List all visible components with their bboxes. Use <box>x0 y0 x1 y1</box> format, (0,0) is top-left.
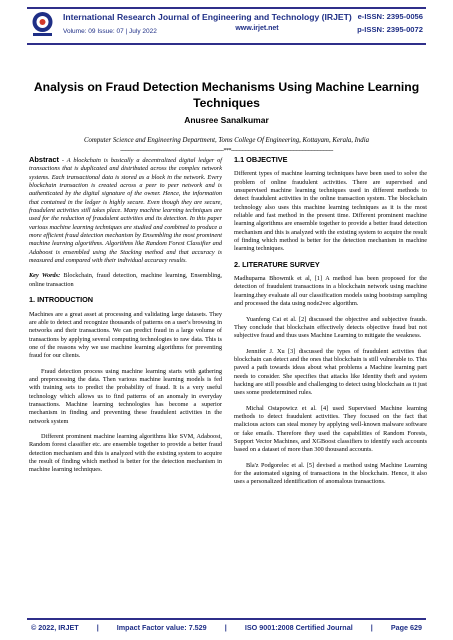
separator-line: ---------------------------------------------------------------------***-------------------------------------------------------------------- <box>120 148 333 154</box>
footer-impact-factor: Impact Factor value: 7.529 <box>116 623 207 632</box>
abstract-label: Abstract <box>29 155 59 164</box>
footer-page-number: Page 629 <box>390 623 422 632</box>
author-affiliation: Computer Science and Engineering Department, Toms College Of Engineering, Kottayam, Kerala, India <box>84 137 369 144</box>
pissn: p-ISSN: 2395-0072 <box>357 25 423 34</box>
header-bottom-rule <box>27 43 426 45</box>
intro-paragraph-3: Different prominent machine learning algorithms like SVM, Adaboost, Random forest classifier etc. are ensemble together to provide a better fraud detection mechanism and this is analyzed with the existing system to acquire the result of finding which method is better for the detection mechanism in machine learning techniques. <box>29 432 222 474</box>
header-top-rule <box>27 7 426 9</box>
paper-title: Analysis on Fraud Detection Mechanisms Using Machine Learning Techniques <box>33 80 420 110</box>
objective-paragraph: Different types of machine learning techniques have been used to solve the problem of online fraudulent activities. There are supervised and unsupervised machine learning techniques used in different methods to detect fraudulent activities in the online transaction system. The blockchain technology also uses this machine learning techniques as it is the most reliable and fast method in the present time. Different prominent machine learning algorithms are ensemble together to provide a better fraud detection mechanism and this is analyzed with the existing system to acquire the result of finding which method is better for the detection mechanism in machine learning techniques. <box>234 170 427 253</box>
literature-survey-heading: 2. LITERATURE SURVEY <box>234 259 320 269</box>
abstract-paragraph <box>29 156 222 265</box>
volume-issue: Volume: 09 Issue: 07 | July 2022 <box>63 28 157 35</box>
survey-paragraph-1: Madhuparna Bhowmik et al, [1] A method has been proposed for the detection of fraudulent transactions in a blockchain network using machine learning.they evaluate all our classification models using bootstrap sampling and processed the data using node2vec algorithm. <box>234 275 427 308</box>
survey-paragraph-4: Michal Ostapowicz et al. [4] used Supervised Machine learning methods to detect fraudulent activities. They focused on the fact that malicious actors can steal money by applying well-known malware software or fake emails. Therefore they used the capabilities of Random Forests, Support Vector Machines, and XGBoost classifiers to identify such accounts based on a dataset of more than 300 thousand accounts. <box>234 404 427 454</box>
intro-paragraph-1: Machines are a great asset at processing and validating large datasets. They are able to detect and recognize thousands of patterns on a user's browsing in networks and their transactions. We can predict fraud in a large volume of transactions by applying several computing technologies to raw data. This is one of the reasons why we use machine learning algorithms for preventing fraud for our clients. <box>29 310 222 360</box>
journal-name: International Research Journal of Engineering and Technology (IRJET) <box>63 12 352 22</box>
introduction-heading: 1. INTRODUCTION <box>29 295 94 305</box>
right-column <box>234 156 427 494</box>
eissn: e-ISSN: 2395-0056 <box>357 12 423 21</box>
intro-paragraph-2: Fraud detection process using machine learning starts with gathering and preprocessing the data. Then various machine learning models is fed with training sets to predict the probability of fraud. It is a very useful technology which allows us to find patterns of an anomaly in everyday transactions. Machine learning technologies has become a superior mechanism in finding and preventing these fraudulent activities in the network system <box>29 367 222 425</box>
keywords-text: Blockchain, fraud detection, machine learning, Ensembling, online transaction <box>29 272 222 288</box>
paper-author: Anusree Sanalkumar <box>184 115 269 125</box>
footer-separator: | <box>96 623 99 632</box>
footer-separator: | <box>370 623 373 632</box>
footer-separator: | <box>224 623 227 632</box>
footer-copyright: © 2022, IRJET <box>31 623 79 632</box>
objective-heading: 1.1 OBJECTIVE <box>234 155 288 164</box>
survey-paragraph-3: Jennifer J. Xu [3] discussed the types of fraudulent activities that blockchain can detect and the ones that blockchain is still vulnerable to. This paved a path towards ideas about what problems a Machine learning part needs to consider. She specifies that attacks like Identity theft and system hacking are still possible and challenging to detect using blockchain as it just uses some predetermined rules. <box>234 347 427 397</box>
journal-website: www.irjet.net <box>235 25 279 32</box>
journal-header <box>63 12 423 35</box>
abstract-text: - A blockchain is basically a decentralized digital ledger of transactions that is duplicated and distributed across the complex network systems. Each transactional data is stored as a block in the network. Every blockchain transaction is created across a peer to peer network and is authenticated by the digital signature of the owner. Hence, the information that contained in the ledger is highly secure. Even though they are secure, fraudulent activities still takes place. Many machine learning techniques are used for the reduction of fraudulent activities and its detection. In this paper various machine learning techniques are studied and combined to produce a more efficient fraud detection mechanism by Ensembling the most prominent machine learning algorithms. Algorithms like Random Forest Classifier and Adaboost is ensembled using the Stacking method and that accuracy is measured and compared with their individual accuracy results. <box>29 157 222 265</box>
survey-paragraph-2: Yuanfeng Cai et al. [2] discussed the objective and subjective frauds. They conclude that blockchain effectively detects objective fraud but not subjective fraud and thus uses Machine Learning to mitigate the weakness. <box>234 315 427 340</box>
page-footer <box>31 623 422 632</box>
irjet-logo <box>30 10 55 38</box>
footer-rule <box>27 618 426 620</box>
footer-iso: ISO 9001:2008 Certified Journal <box>244 623 353 632</box>
keywords-paragraph <box>29 272 222 289</box>
keywords-label: Key Words: <box>29 272 61 280</box>
survey-paragraph-5: Bla'z Podgorelec et al. [5] devised a method using Machine Learning for the automated signing of transactions in the blockchain. Hence, it also uses a personalized identification of anomalous transactions. <box>234 461 427 486</box>
left-column <box>29 156 222 482</box>
